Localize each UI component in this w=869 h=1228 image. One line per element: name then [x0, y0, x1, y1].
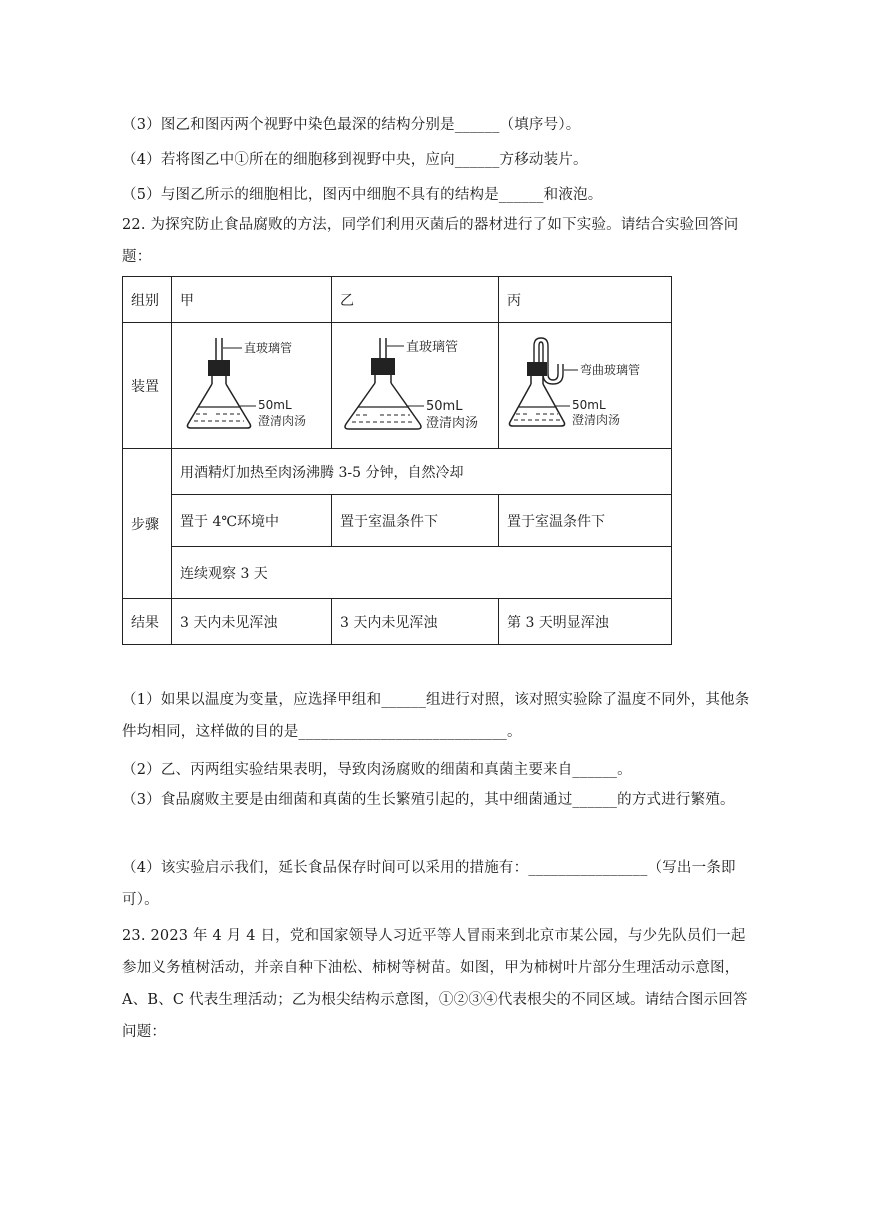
q22-intro: 22. 为探究防止食品腐败的方法，同学们利用灭菌后的器材进行了如下实验。请结合实验回答问题：	[122, 217, 739, 265]
flask-straight-tube-icon	[340, 336, 490, 436]
header-steps: 步骤	[123, 449, 172, 599]
q22-sub4: （4）该实验启示我们，延长食品保存时间可以采用的措施有：________________（写出一条即可）。	[122, 860, 736, 908]
flask-curved-tube-icon	[508, 336, 663, 436]
q22-sub2: （2）乙、丙两组实验结果表明，导致肉汤腐败的细菌和真菌主要来自______。	[122, 762, 632, 778]
device-jia	[172, 323, 332, 449]
group-jia: 甲	[172, 277, 332, 323]
label-tube: 弯曲玻璃管	[579, 362, 640, 377]
device-bing	[499, 323, 672, 449]
result-jia: 3 天内未见浑浊	[172, 599, 332, 645]
label-tube: 直玻璃管	[243, 340, 292, 355]
label-volume: 50mL	[571, 397, 606, 412]
q22-sub1: （1）如果以温度为变量，应选择甲组和______组进行对照，该对照实验除了温度不同外，其他条件均相同，这样做的目的是____________________________。	[122, 692, 750, 740]
header-group: 组别	[123, 277, 172, 323]
result-bing: 第 3 天明显浑浊	[499, 599, 672, 645]
q21-sub4: （4）若将图乙中①所在的细胞移到视野中央，应向______方移动装片。	[122, 152, 588, 168]
q21-sub3: （3）图乙和图丙两个视野中染色最深的结构分别是______（填序号）。	[122, 117, 581, 133]
group-yi: 乙	[332, 277, 499, 323]
header-result: 结果	[123, 599, 172, 645]
flask-straight-tube-icon	[182, 336, 322, 436]
label-soup: 澄清肉汤	[571, 412, 620, 427]
step-condition-bing: 置于室温条件下	[499, 495, 672, 547]
label-volume: 50mL	[257, 397, 292, 412]
header-device: 装置	[123, 323, 172, 449]
label-soup: 澄清肉汤	[257, 413, 306, 428]
label-soup: 澄清肉汤	[426, 415, 479, 431]
step-condition-jia: 置于 4℃环境中	[172, 495, 332, 547]
label-volume: 50mL	[426, 398, 463, 414]
group-bing: 丙	[499, 277, 672, 323]
result-yi: 3 天内未见浑浊	[332, 599, 499, 645]
step-condition-yi: 置于室温条件下	[332, 495, 499, 547]
experiment-table	[122, 276, 672, 645]
q22-sub3: （3）食品腐败主要是由细菌和真菌的生长繁殖引起的，其中细菌通过______的方式进行繁殖。	[122, 792, 735, 808]
step-heat: 用酒精灯加热至肉汤沸腾 3-5 分钟，自然冷却	[172, 449, 672, 495]
device-yi	[332, 323, 499, 449]
step-observe: 连续观察 3 天	[172, 547, 672, 599]
label-tube: 直玻璃管	[406, 339, 459, 355]
q23-intro: 23. 2023 年 4 月 4 日，党和国家领导人习近平等人冒雨来到北京市某公园，与少先队员们一起参加义务植树活动，并亲自种下油松、柿树等树苗。如图，甲为柿树叶片部分生理活动示意图，A、B、C 代表生理活动；乙为根尖结构示意图，①②③④代表根尖的不同区域。请结合图示回答问题：	[122, 928, 748, 1040]
q21-sub5: （5）与图乙所示的细胞相比，图丙中细胞不具有的结构是______和液泡。	[122, 187, 603, 203]
